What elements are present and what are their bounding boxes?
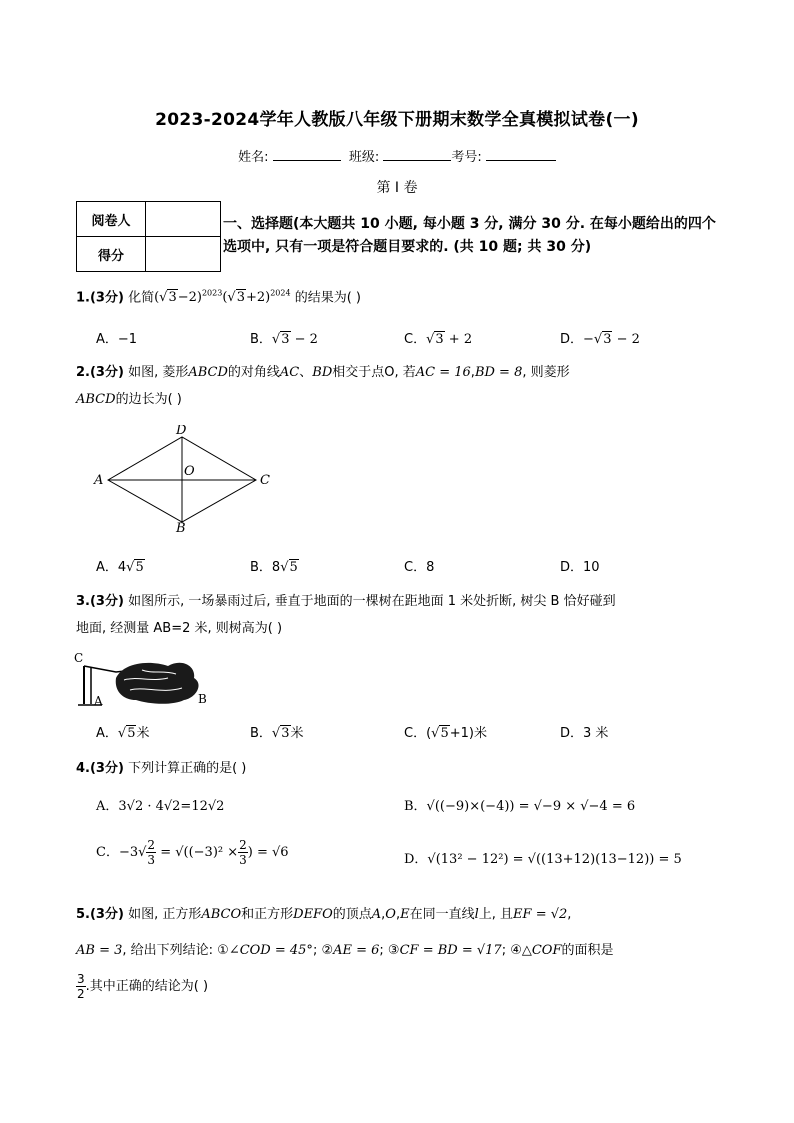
math-term: ∠COD = 45° (228, 943, 313, 958)
label-b: B (198, 692, 207, 706)
volume-label: 第 I 卷 (376, 180, 418, 196)
question-text: ; ③ (379, 943, 400, 958)
question-text: 上, 且 (478, 907, 514, 922)
separator: , (567, 907, 572, 922)
page-title: 2023-2024学年人教版八年级下册期末数学全真模拟试卷(一) (155, 110, 639, 130)
option-a[interactable]: A．3√2 · 4√2=12√2 (96, 799, 225, 814)
math-term: AC = 16 (415, 365, 471, 380)
option-a[interactable]: A．−1 (96, 332, 138, 347)
separator: , (470, 365, 475, 380)
label-b: B (176, 521, 186, 535)
math-term: BD (312, 365, 333, 380)
score-cell[interactable] (146, 237, 221, 272)
option-a[interactable]: A．4√5 (96, 560, 144, 575)
math-term: l (474, 907, 479, 922)
option-b[interactable]: B．8√5 (250, 560, 298, 575)
question-text: 和正方形 (241, 907, 294, 922)
tree-crown (116, 663, 199, 704)
question-text: 如图所示, 一场暴雨过后, 垂直于地面的一棵树在距地面 1 米处折断, 树尖 B 恰好碰到 (128, 594, 616, 609)
score-label: 得分 (77, 237, 146, 272)
reviewer-cell[interactable] (146, 202, 221, 237)
question-number: 1. (76, 290, 90, 306)
option-d[interactable]: D．√(13² − 12²) = √((13+12)(13−12)) = 5 (404, 852, 682, 867)
separator: , (395, 907, 401, 922)
label-c: C (74, 651, 84, 665)
math-term: AB = 3 (76, 943, 123, 958)
separator: , (381, 907, 386, 922)
expression: $(√3-2)^{2023}(√3+2)^{2024}$ (154, 289, 291, 306)
question-text: 的对角线 (227, 365, 280, 380)
label-c: C (260, 473, 270, 488)
question-text: ; ④ (501, 943, 522, 958)
label-a: A (94, 473, 104, 488)
name-blank[interactable] (273, 148, 341, 161)
question-text: 在同一直线 (409, 907, 475, 922)
math-term: ABCD (76, 392, 116, 407)
option-b[interactable]: B．√3米 (250, 726, 304, 741)
question-text: 相交于点O, 若 (332, 365, 416, 380)
question-text: 的边长为( ) (115, 392, 182, 407)
option-c[interactable]: C．(√5+1)米 (404, 726, 487, 741)
class-blank[interactable] (383, 148, 451, 161)
question-text: 下列计算正确的是( ) (128, 761, 247, 776)
exam-no-label: 考号: (451, 150, 482, 165)
math-term: AC (279, 365, 300, 380)
broken-tree-figure (72, 648, 222, 710)
question-2 (76, 359, 726, 413)
option-d[interactable]: D．−√3 − 2 (560, 332, 640, 347)
question-text: 的面积是 (561, 943, 614, 958)
rhombus-figure (90, 425, 280, 535)
question-number: 5. (76, 907, 90, 922)
option-b[interactable]: B．√3 − 2 (250, 332, 318, 347)
question-number: 2. (76, 365, 90, 380)
question-points: (3分) (89, 594, 124, 609)
question-number: 3. (76, 594, 90, 609)
label-a: A (94, 694, 103, 708)
question-points: (3分) (89, 290, 124, 306)
question-3 (76, 588, 726, 642)
question-text: , 则菱形 (522, 365, 570, 380)
separator: 、 (299, 365, 313, 380)
math-term: EF = √2 (513, 907, 568, 922)
question-points: (3分) (89, 907, 124, 922)
math-term: DEFO (293, 907, 333, 922)
math-term: CF = BD = √17 (399, 943, 502, 958)
option-c[interactable]: C．8 (404, 560, 435, 575)
question-text: 的结果为( ) (294, 290, 361, 306)
question-text: 的顶点 (332, 907, 372, 922)
math-term: ABCD (188, 365, 228, 380)
reviewer-label: 阅卷人 (77, 202, 146, 237)
math-term: ABCO (201, 907, 242, 922)
question-points: (3分) (89, 761, 124, 776)
question-text: 化简 (128, 290, 155, 306)
math-term: △COF (521, 943, 562, 958)
option-d[interactable]: D．3 米 (560, 726, 609, 741)
section-heading: 一、选择题(本大题共 10 小题, 每小题 3 分, 满分 30 分. 在每小题给出的四个选项中, 只有一项是符合题目要求的. (共 10 题; 共 30 分) (223, 216, 716, 255)
option-d[interactable]: D．10 (560, 560, 600, 575)
math-term: A (371, 907, 382, 922)
question-number: 4. (76, 761, 90, 776)
student-info-line (0, 146, 794, 165)
label-d: D (176, 425, 187, 438)
math-term: O (385, 907, 396, 922)
question-text: , 给出下列结论: ① (122, 943, 229, 958)
label-o: O (184, 464, 195, 479)
question-1 (76, 280, 726, 311)
question-text: 如图, 正方形 (128, 907, 202, 922)
math-term: BD = 8 (474, 365, 523, 380)
grade-box (76, 201, 221, 272)
question-4 (76, 755, 726, 782)
class-label: 班级: (348, 150, 380, 165)
math-term: AE = 6 (333, 943, 380, 958)
question-5 (76, 897, 726, 1005)
option-c[interactable]: C．−3√ $\frac{2}{3}$ = √((−3)² × $\frac{2}{3}$ ) = √6 (96, 838, 289, 867)
option-a[interactable]: A．√5米 (96, 726, 150, 741)
question-points: (3分) (89, 365, 124, 380)
question-text: 地面, 经测量 AB=2 米, 则树高为( ) (76, 621, 283, 636)
name-label: 姓名: (238, 150, 269, 165)
question-text: 如图, 菱形 (128, 365, 189, 380)
question-text: ; ② (312, 943, 334, 958)
exam-no-blank[interactable] (486, 148, 556, 161)
option-c[interactable]: C．√3 + 2 (404, 332, 473, 347)
question-text: .其中正确的结论为( ) (85, 979, 209, 994)
fraction: $\frac{3}{2}$ (77, 972, 85, 1001)
option-b[interactable]: B．√((−9)×(−4)) = √−9 × √−4 = 6 (404, 799, 636, 814)
math-term: E (400, 907, 410, 922)
